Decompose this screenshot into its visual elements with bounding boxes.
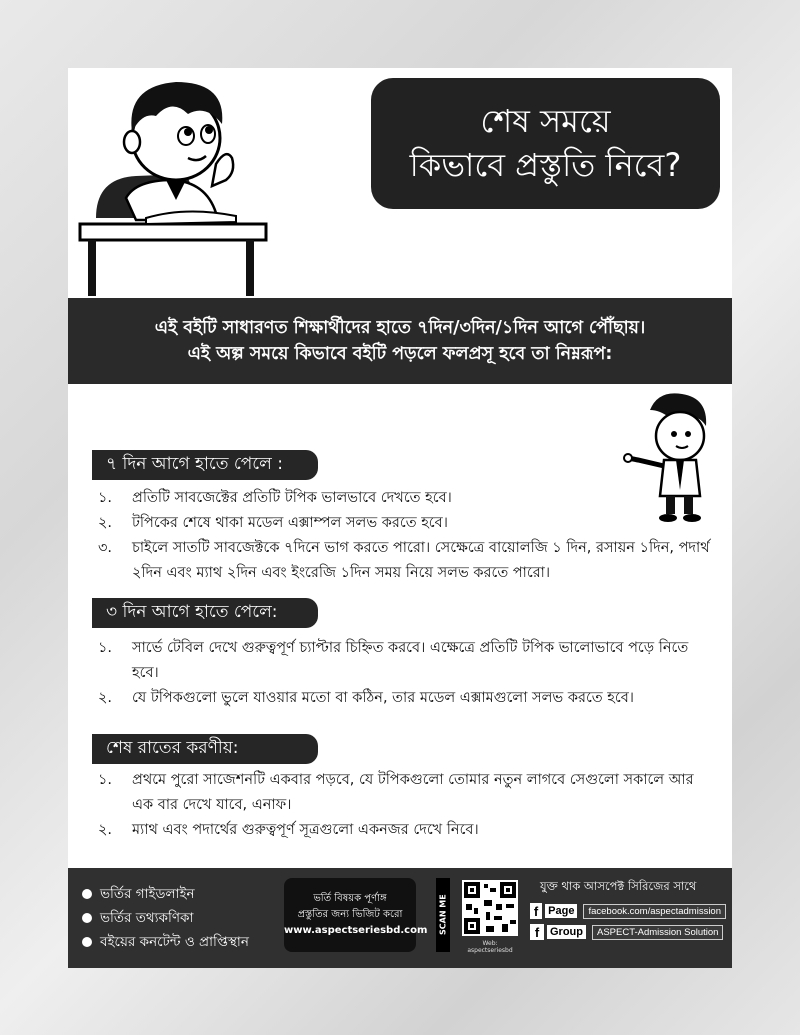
- bullet-icon: [82, 889, 92, 899]
- facebook-group-link[interactable]: [530, 924, 726, 940]
- bullet-icon: [82, 913, 92, 923]
- footer-link-guideline[interactable]: ভর্তির গাইডলাইন: [82, 882, 249, 906]
- facebook-icon: f: [530, 903, 542, 919]
- section-3-days-label: ৩ দিন আগে হাতে পেলে:: [92, 598, 318, 628]
- list-item: ২. ম্যাথ এবং পদার্থের গুরুত্বপূর্ণ সূত্রগুলো একনজর দেখে নিবে।: [98, 822, 479, 838]
- group-label: Group: [547, 925, 586, 939]
- footer: [68, 868, 732, 968]
- scan-me-label: SCAN ME: [436, 878, 450, 952]
- page-url: facebook.com/aspectadmission: [583, 904, 726, 919]
- list-item: ১. সার্ভে টেবিল দেখে গুরুত্বপূর্ণ চ্যাপ্টার চিহ্নিত করবে। এক্ষেত্রে প্রতিটি টপিক ভালোভাবে পড়ে নিতে হবে।: [98, 640, 689, 681]
- visit-line-2: প্রস্তুতির জন্য ভিজিট করো: [297, 909, 403, 920]
- visit-box: [284, 878, 428, 952]
- bullet-icon: [82, 937, 92, 947]
- list-item: ২. টপিকের শেষে থাকা মডেল এক্সাম্পল সলভ করতে হবে।: [98, 515, 448, 531]
- list-item: ৩. চাইলে সাতটি সাবজেক্টকে ৭দিনে ভাগ করতে পারো। সেক্ষেত্রে বায়োলজি ১ দিন, রসায়ন ১দিন, পদার্থ ২দিন এবং ম্যাথ ২দিন এবং ইংরেজি ১দিন সময় নিয়ে সলভ করতে পারো।: [98, 540, 710, 581]
- list-item: ১. প্রতিটি সাবজেক্টের প্রতিটি টপিক ভালভাবে দেখতে হবে।: [98, 490, 452, 506]
- qr-code-icon[interactable]: [462, 880, 518, 936]
- last-night-list: [98, 768, 718, 843]
- list-item: ১. প্রথমে পুরো সাজেশনটি একবার পড়বে, যে টপিকগুলো তোমার নতুন লাগবে সেগুলো সকালে আর এক বার দেখে যাবে, এনাফ।: [98, 772, 694, 813]
- title-line-1: শেষ সময়ে: [480, 102, 611, 141]
- qr-web-label: Web: aspectseriesbd: [467, 940, 513, 954]
- facebook-page-link[interactable]: [530, 903, 726, 919]
- footer-link-info[interactable]: ভর্তির তথ্যকণিকা: [82, 906, 249, 930]
- title-line-2: কিভাবে প্রস্তুতি নিবে?: [409, 145, 682, 184]
- page-label: Page: [545, 904, 577, 918]
- visit-line-1: ভর্তি বিষয়ক পূর্ণাঙ্গ: [313, 893, 387, 904]
- website-link[interactable]: www.aspectseriesbd.com: [284, 925, 428, 936]
- section-3-days-list: [98, 636, 718, 711]
- connect-heading: যুক্ত থাক আসপেক্ট সিরিজের সাথে: [540, 879, 697, 893]
- poster: [68, 68, 732, 968]
- list-item: ২. যে টপিকগুলো ভুলে যাওয়ার মতো বা কঠিন, তার মডেল এক্সামগুলো সলভ করতে হবে।: [98, 690, 634, 706]
- last-night-label: শেষ রাতের করণীয়:: [92, 734, 318, 764]
- facebook-icon: f: [530, 924, 544, 940]
- section-7-days-label: ৭ দিন আগে হাতে পেলে :: [92, 450, 318, 480]
- title-banner: [371, 78, 720, 209]
- footer-links: [82, 882, 249, 954]
- thinking-boy-illustration: [76, 68, 276, 298]
- group-name: ASPECT-Admission Solution: [592, 925, 723, 940]
- intro-band: [68, 298, 732, 384]
- intro-line-2: এই অল্প সময়ে কিভাবে বইটি পড়লে ফলপ্রসূ হবে তা নিম্নরূপ:: [187, 344, 613, 364]
- intro-line-1: এই বইটি সাধারণত শিক্ষার্থীদের হাতে ৭দিন/৩দিন/১দিন আগে পৌঁছায়।: [154, 317, 646, 338]
- section-7-days-list: [98, 486, 718, 586]
- footer-link-content[interactable]: বইয়ের কনটেন্ট ও প্রাপ্তিস্থান: [82, 930, 249, 954]
- social-links: [530, 878, 726, 945]
